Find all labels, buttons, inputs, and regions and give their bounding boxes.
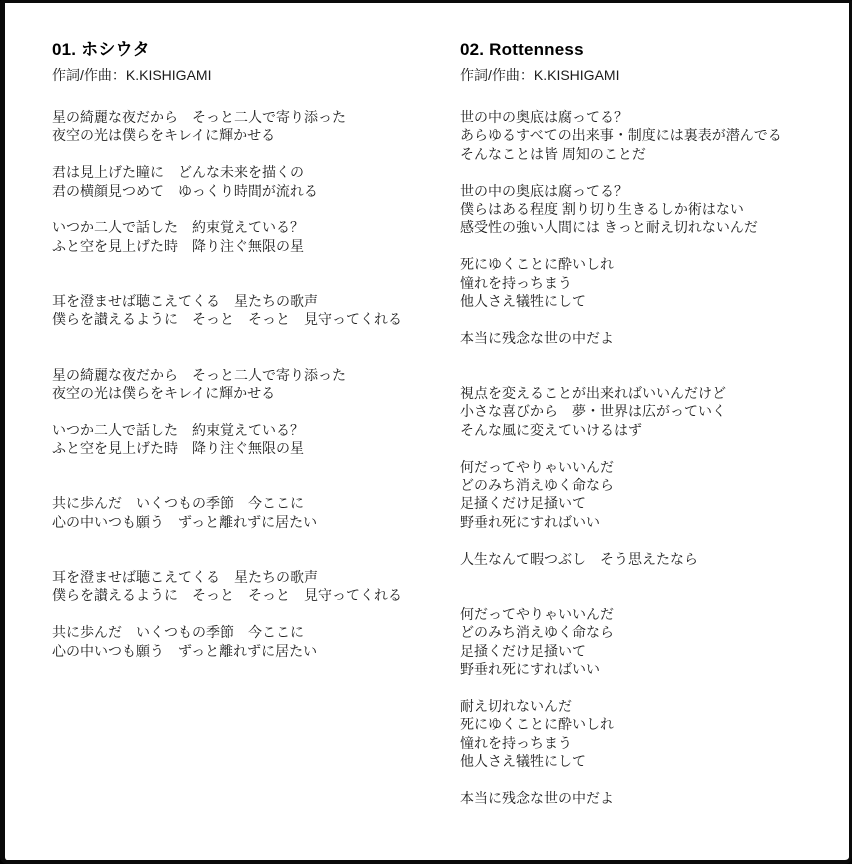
stanza [52, 218, 442, 255]
lyric-line: 感受性の強い人間には きっと耐え切れないんだ [460, 219, 758, 236]
lyric-line: 星の綺麗な夜だから そっと二人で寄り添った [52, 366, 346, 383]
lyric-line: 本当に残念な世の中だよ [460, 329, 614, 346]
stanza [52, 366, 442, 403]
lyric-line: 視点を変えることが出来ればいいんだけど [460, 385, 726, 402]
stanza [460, 182, 850, 237]
stanza [52, 108, 442, 145]
lyric-line: 僕らはある程度 割り切り生きるしか術はない [460, 201, 744, 218]
lyric-line: 夜空の光は僕らをキレイに輝かせる [52, 127, 276, 144]
lyric-line: いつか二人で話した 約束覚えている？ [52, 421, 304, 438]
lyric-line: 耳を澄ませば聴こえてくる 星たちの歌声 [52, 293, 318, 310]
lyric-line: ふと空を見上げた時 降り注ぐ無限の星 [52, 237, 304, 254]
lyric-line: 共に歩んだ いくつもの季節 今ここに [52, 624, 304, 641]
lyric-line: 他人さえ犠牲にして [460, 753, 586, 770]
lyric-line: 憧れを持っちまう [460, 274, 572, 291]
lyric-line: 死にゆくことに酔いしれ [460, 716, 614, 733]
lyric-line: ふと空を見上げた時 降り注ぐ無限の星 [52, 440, 304, 457]
stanza [460, 605, 850, 679]
lyric-line: 野垂れ死にすればいい [460, 513, 600, 530]
lyric-line: そんな風に変えていけるはず [460, 421, 642, 438]
lyric-line: 心の中いつも願う ずっと離れずに居たい [52, 642, 318, 659]
stanza [460, 550, 850, 568]
lyric-line: 他人さえ犠牲にして [460, 293, 586, 310]
lyric-line: 小さな喜びから 夢・世界は広がっていく [460, 403, 726, 420]
lyric-line: 本当に残念な世の中だよ [460, 789, 614, 806]
lyric-line: そんなことは皆 周知のことだ [460, 145, 646, 162]
stanza [460, 384, 850, 439]
song-2-title: 02. Rottenness [460, 40, 584, 59]
lyric-line: 僕らを讃えるように そっと そっと 見守ってくれる [52, 587, 402, 604]
lyric-line: あらゆるすべての出来事・制度には裏表が潜んでる [460, 127, 782, 144]
stanza [460, 255, 850, 310]
lyric-line: 耐え切れないんだ [460, 697, 572, 714]
song-1-credit: 作詞/作曲：K.KISHIGAMI [52, 67, 212, 83]
stanza [460, 329, 850, 347]
lyric-line: 足掻くだけ足掻いて [460, 495, 586, 512]
stanza [460, 697, 850, 771]
lyric-line: 世の中の奥底は腐ってる？ [460, 109, 628, 125]
stanza [52, 292, 442, 329]
stanza [52, 568, 442, 605]
lyric-line: 人生なんて暇つぶし そう思えたなら [460, 550, 698, 567]
lyric-line: 死にゆくことに酔いしれ [460, 256, 614, 273]
lyric-line: 君の横顔見つめて ゆっくり時間が流れる [52, 182, 318, 199]
lyric-line: 憧れを持っちまう [460, 734, 572, 751]
lyric-line: どのみち消えゆく命なら [460, 624, 614, 641]
lyric-line: 足掻くだけ足掻いて [460, 642, 586, 659]
lyric-line: 世の中の奥底は腐ってる？ [460, 182, 628, 199]
song-2-credit: 作詞/作曲：K.KISHIGAMI [460, 67, 620, 83]
stanza [460, 108, 850, 163]
lyric-line: いつか二人で話した 約束覚えている？ [52, 219, 304, 236]
song-1-lyrics [52, 108, 442, 660]
stanza [460, 458, 850, 532]
song-1-column [52, 40, 442, 660]
lyric-line: 共に歩んだ いくつもの季節 今ここに [52, 495, 304, 512]
song-1-title: 01. ホシウタ [52, 40, 150, 59]
lyric-line: 何だってやりゃいいんだ [460, 605, 614, 622]
lyric-line: 夜空の光は僕らをキレイに輝かせる [52, 385, 276, 402]
lyric-line: 君は見上げた瞳に どんな未来を描くの [52, 164, 304, 181]
lyric-line: 僕らを讃えるように そっと そっと 見守ってくれる [52, 311, 402, 328]
stanza [52, 494, 442, 531]
stanza [460, 789, 850, 807]
stanza [52, 623, 442, 660]
stanza [52, 163, 442, 200]
lyric-line: 野垂れ死にすればいい [460, 661, 600, 678]
stanza [52, 421, 442, 458]
lyric-line: 何だってやりゃいいんだ [460, 458, 614, 475]
song-2-column [460, 40, 850, 807]
lyric-line: 星の綺麗な夜だから そっと二人で寄り添った [52, 109, 346, 125]
lyric-line: どのみち消えゆく命なら [460, 477, 614, 494]
song-2-lyrics [460, 108, 850, 807]
lyric-line: 心の中いつも願う ずっと離れずに居たい [52, 513, 318, 530]
lyric-line: 耳を澄ませば聴こえてくる 星たちの歌声 [52, 569, 318, 586]
